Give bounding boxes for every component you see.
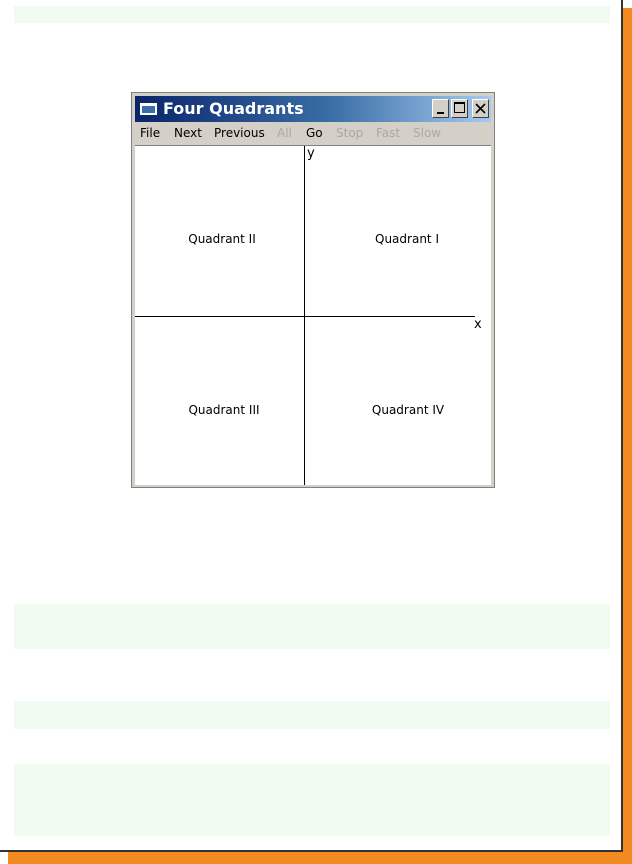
minimize-icon xyxy=(437,112,444,114)
window-title: Four Quadrants xyxy=(163,99,304,118)
title-bar[interactable] xyxy=(135,96,491,122)
content-band xyxy=(14,604,610,649)
maximize-button[interactable] xyxy=(451,99,468,118)
x-axis-line xyxy=(135,316,475,317)
menu-stop: Stop xyxy=(336,126,364,140)
y-axis-label: y xyxy=(307,146,315,161)
quadrant-iv-label: Quadrant IV xyxy=(371,403,445,417)
content-band xyxy=(14,6,610,23)
x-axis-label: x xyxy=(474,317,482,332)
menu-bar xyxy=(135,123,491,143)
window-app-icon xyxy=(140,103,157,115)
content-band xyxy=(14,701,610,729)
quadrant-ii-label: Quadrant II xyxy=(188,232,256,246)
minimize-button[interactable] xyxy=(432,99,449,118)
close-button[interactable] xyxy=(472,99,489,118)
close-icon xyxy=(475,103,486,114)
quadrant-iii-label: Quadrant III xyxy=(188,403,260,417)
menu-slow: Slow xyxy=(413,126,442,140)
app-window xyxy=(131,92,495,488)
menu-previous[interactable]: Previous xyxy=(214,126,265,140)
page-shadow-bottom xyxy=(8,852,632,864)
maximize-icon xyxy=(454,102,465,113)
page-shadow-right xyxy=(623,8,632,864)
menu-all: All xyxy=(277,126,292,140)
content-band xyxy=(14,764,610,836)
menu-next[interactable]: Next xyxy=(174,126,202,140)
menu-fast: Fast xyxy=(376,126,401,140)
menu-file[interactable]: File xyxy=(140,126,161,140)
quadrant-i-label: Quadrant I xyxy=(375,232,439,246)
quadrant-canvas[interactable] xyxy=(135,145,491,485)
menu-go[interactable]: Go xyxy=(306,126,323,140)
